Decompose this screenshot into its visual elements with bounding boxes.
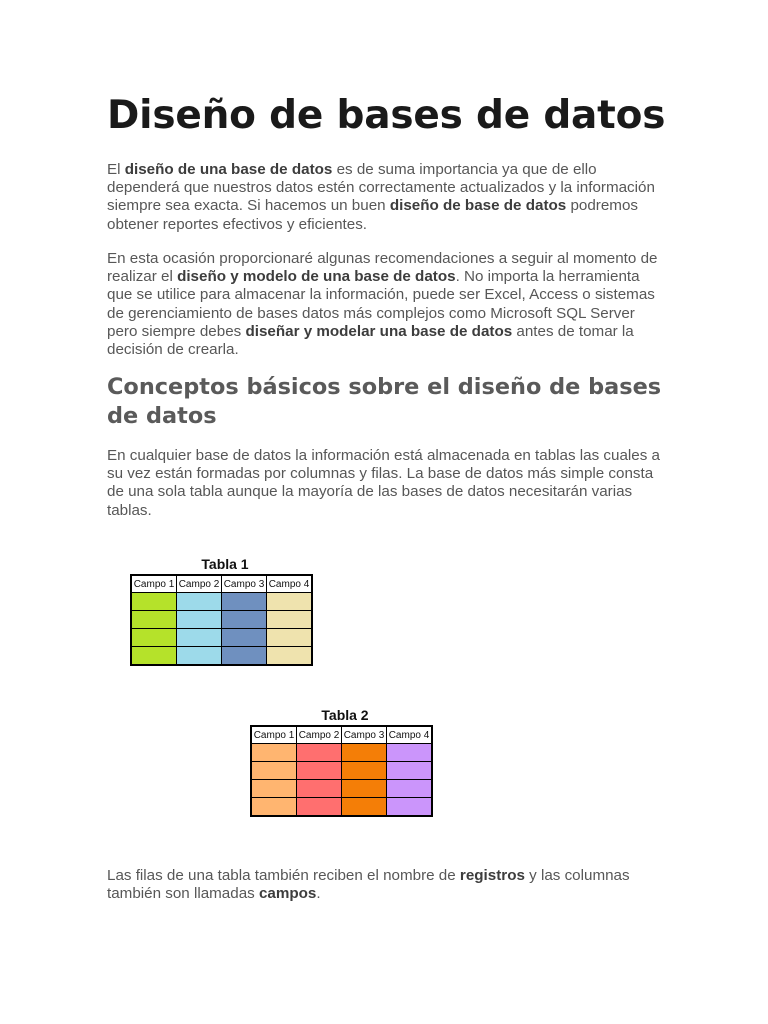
table-cell [131,647,177,666]
bold-text: diseño de una base de datos [124,161,333,178]
table-cell [177,593,222,611]
table-row [251,798,432,817]
bold-text: diseñar y modelar una base de datos [245,322,513,340]
table-1-grid [130,574,313,666]
table-cell [267,629,313,647]
table-cell [267,647,313,666]
table-cell [387,762,433,780]
table-2-grid [250,725,433,817]
table-2-title: Tabla 2 [321,707,369,723]
text-run: . No importa la herramienta que se utilice para almacenar la información, puede ser Excel, Access o sistemas de gerenciamiento de bases datos más complejos como Microsoft SQL Server pero siempre debes [107,268,655,340]
table-cell [251,798,297,817]
table-cell [222,611,267,629]
table-cell [222,647,267,666]
table-header-cell: Campo 4 [267,575,313,593]
table-cell [342,762,387,780]
table-cell [131,611,177,629]
table-1-title: Tabla 1 [201,556,249,572]
bold-text: registros [459,867,525,884]
table-cell [387,780,433,798]
table-header-row [131,575,312,593]
table-header-cell: Campo 4 [387,726,433,744]
table-row [251,762,432,780]
recommendations-paragraph [107,250,667,359]
table-header-cell: Campo 3 [222,575,267,593]
table-header-cell: Campo 2 [297,726,342,744]
table-cell [131,593,177,611]
text-run: Las filas de una tabla también reciben el nombre de [107,867,460,884]
text-run: y las columnas también son llamadas [107,867,630,903]
table-row [131,647,312,666]
text-run: es de suma importancia ya que de ello dependerá que nuestros datos estén correctamente actualizados y la información siempre sea exacta. Si hacemos un buen [107,161,655,215]
table-cell [297,762,342,780]
table-header-row [251,726,432,744]
table-cell [222,629,267,647]
text-run: En esta ocasión proporcionaré algunas recomendaciones a seguir al momento de realizar el [107,250,658,286]
table-cell [267,593,313,611]
table-header-cell: Campo 3 [342,726,387,744]
text-run: podremos obtener reportes efectivos y eficientes. [107,197,638,233]
table-header-cell: Campo 1 [131,575,177,593]
text-run: El [107,161,125,178]
table-cell [387,798,433,817]
table-cell [297,780,342,798]
table-row [131,593,312,611]
table-cell [387,744,433,762]
table-cell [177,611,222,629]
table-cell [177,629,222,647]
page-title: Diseño de bases de datos [107,93,666,138]
table-row [131,629,312,647]
table-cell [177,647,222,666]
text-run: antes de tomar la decisión de crearla. [107,322,634,359]
table-1-figure [130,554,320,666]
table-cell [297,744,342,762]
bold-text: diseño y modelo de una base de datos [177,268,456,286]
table-cell [251,744,297,762]
bold-text: campos [258,885,317,903]
table-cell [267,611,313,629]
table-2-figure [250,705,440,817]
table-header-cell: Campo 2 [177,575,222,593]
table-cell [131,629,177,647]
table-cell [342,798,387,817]
table-header-cell: Campo 1 [251,726,297,744]
intro-paragraph [107,161,667,234]
table-cell [342,744,387,762]
table-row [251,744,432,762]
table-row [131,611,312,629]
concepts-paragraph: En cualquier base de datos la información está almacenada en tablas las cuales a su vez están formadas por columnas y filas. La base de datos más simple consta de una sola tabla aunque la mayoría de las bases de datos necesitarán varias tablas. [107,447,661,519]
table-cell [342,780,387,798]
table-cell [251,780,297,798]
table-cell [297,798,342,817]
closing-paragraph [107,867,667,903]
text-run: . [316,885,321,903]
table-cell [222,593,267,611]
section-heading: Conceptos básicos sobre el diseño de bases de datos [107,374,662,429]
table-row [251,780,432,798]
table-cell [251,762,297,780]
bold-text: diseño de base de datos [389,197,567,215]
